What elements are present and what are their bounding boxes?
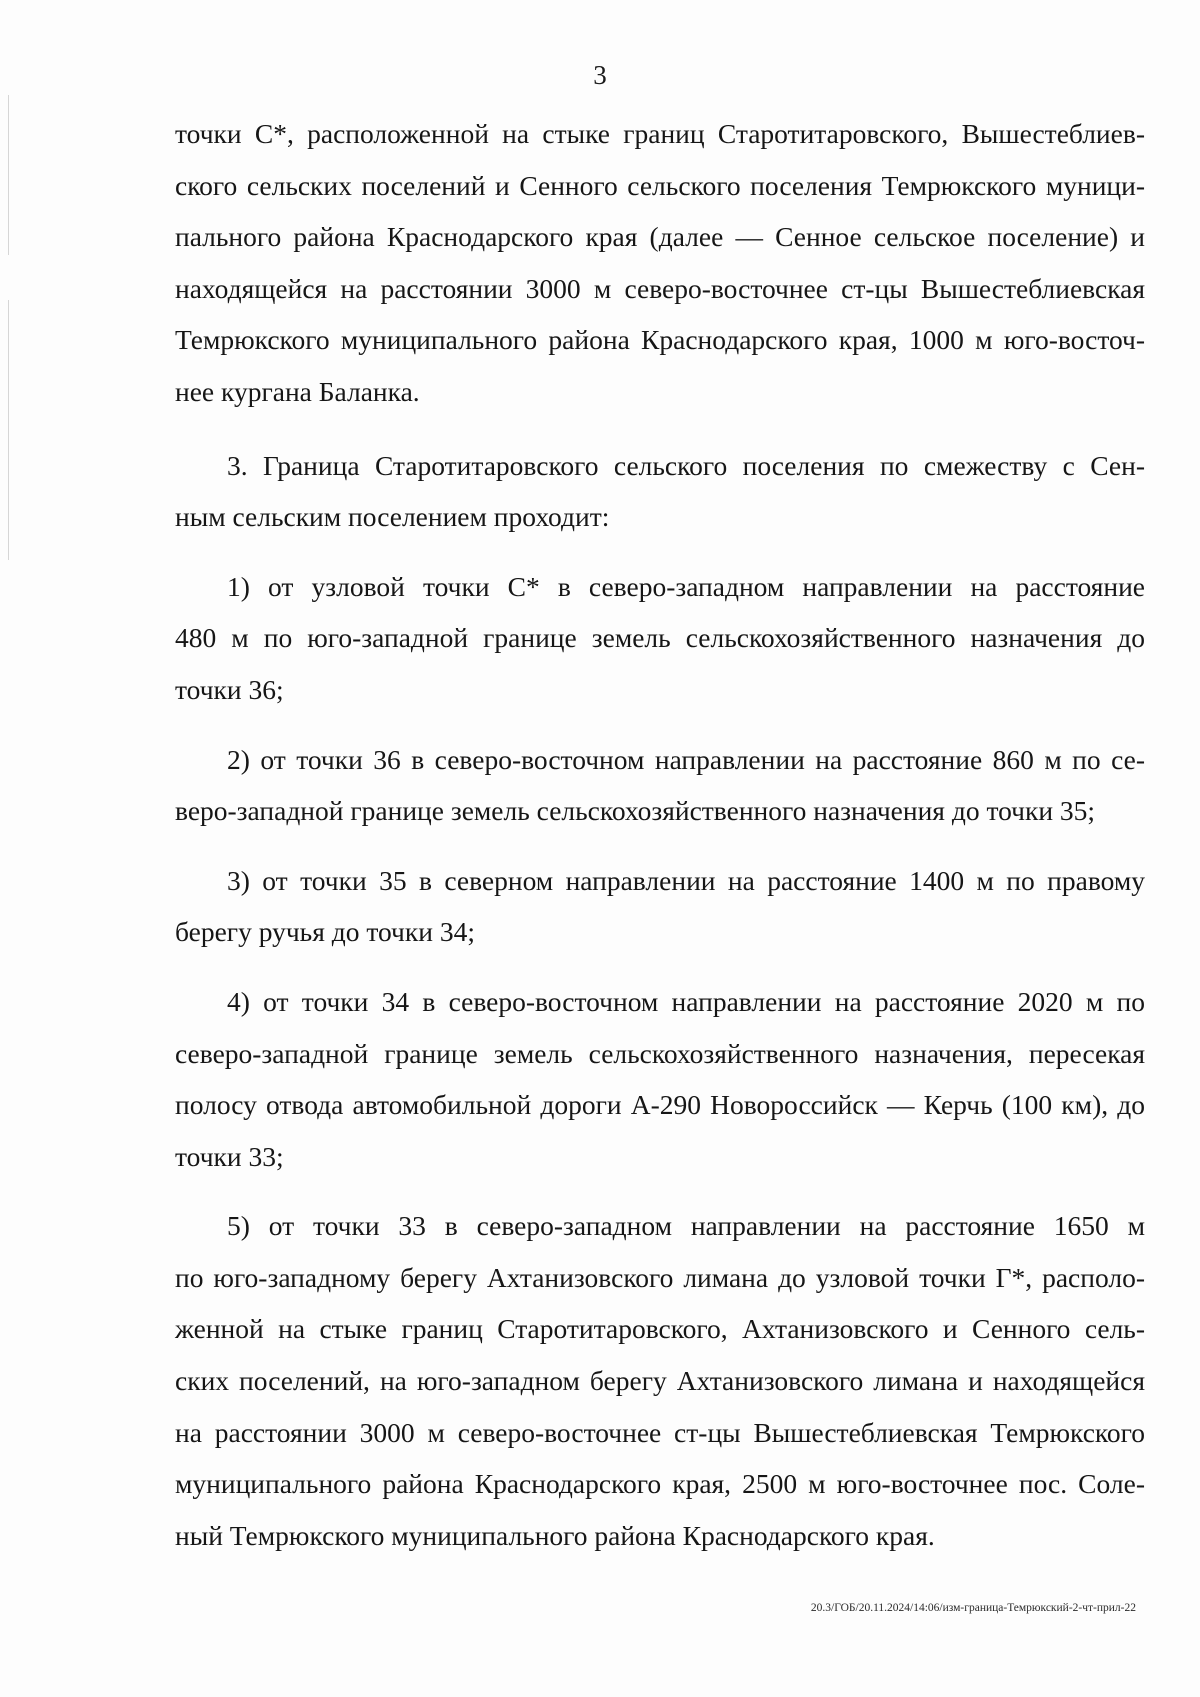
text-line: северо-западной границе земель сельскохозяйственного назначения, пересекая (175, 1037, 1145, 1069)
scan-edge-mark (8, 95, 9, 255)
text-line: ным сельским поселением проходит: (175, 501, 610, 533)
paragraph (175, 855, 1145, 958)
text-line: берегу ручья до точки 34; (175, 916, 475, 948)
text-line: 5) от точки 33 в северо-западном направлении на расстояние 1650 м (227, 1210, 1145, 1242)
paragraph (175, 734, 1145, 837)
text-line: ского сельских поселений и Сенного сельского поселения Темрюкского муници- (175, 169, 1145, 201)
text-line: 3) от точки 35 в северном направлении на расстояние 1400 м по правому (227, 864, 1145, 896)
text-line: женной на стыке границ Старотитаровского, Ахтанизовского и Сенного сель- (175, 1313, 1145, 1345)
paragraph (175, 440, 1145, 543)
document-footer-code: 20.3/ГОБ/20.11.2024/14:06/изм-граница-Темрюкский-2-чт-прил-22 (810, 1602, 1136, 1614)
text-line: находящейся на расстоянии 3000 м северо-восточнее ст-цы Вышестеблиевская (175, 272, 1145, 304)
text-line: на расстоянии 3000 м северо-восточнее ст-цы Вышестеблиевская Темрюкского (175, 1416, 1145, 1448)
page-number: 3 (593, 60, 607, 90)
text-line: пального района Краснодарского края (далее — Сенное сельское поселение) и (175, 221, 1145, 253)
text-line: веро-западной границе земель сельскохозяйственного назначения до точки 35; (175, 795, 1096, 827)
text-line: точки 33; (175, 1140, 284, 1172)
paragraph (175, 976, 1145, 1182)
text-line: 1) от узловой точки С* в северо-западном направлении на расстояние (227, 570, 1145, 602)
text-line: 2) от точки 36 в северо-восточном направлении на расстояние 860 м по се- (227, 743, 1145, 775)
scan-edge-mark (8, 300, 9, 560)
paragraph (175, 1200, 1145, 1561)
text-line: муниципального района Краснодарского края, 2500 м юго-восточнее пос. Соле- (175, 1468, 1145, 1500)
text-line: точки 36; (175, 673, 284, 705)
text-line: по юго-западному берегу Ахтанизовского лимана до узловой точки Г*, располо- (175, 1261, 1145, 1293)
paragraph (175, 561, 1145, 716)
paragraph (175, 108, 1145, 418)
text-line: полосу отвода автомобильной дороги А-290 Новороссийск — Керчь (100 км), до (175, 1089, 1145, 1121)
text-line: 4) от точки 34 в северо-восточном направлении на расстояние 2020 м по (227, 985, 1145, 1017)
document-body (175, 108, 1145, 1561)
text-line: 480 м по юго-западной границе земель сельскохозяйственного назначения до (175, 622, 1145, 654)
text-line: 3. Граница Старотитаровского сельского поселения по смежеству с Сен- (227, 449, 1145, 481)
text-line: ских поселений, на юго-западном берегу Ахтанизовского лимана и находящейся (175, 1365, 1145, 1397)
text-line: точки С*, расположенной на стыке границ Старотитаровского, Вышестеблиев- (175, 118, 1145, 149)
text-line: нее кургана Баланка. (175, 375, 420, 407)
text-line: ный Темрюкского муниципального района Краснодарского края. (175, 1519, 935, 1551)
text-line: Темрюкского муниципального района Краснодарского края, 1000 м юго-восточ- (175, 324, 1145, 356)
